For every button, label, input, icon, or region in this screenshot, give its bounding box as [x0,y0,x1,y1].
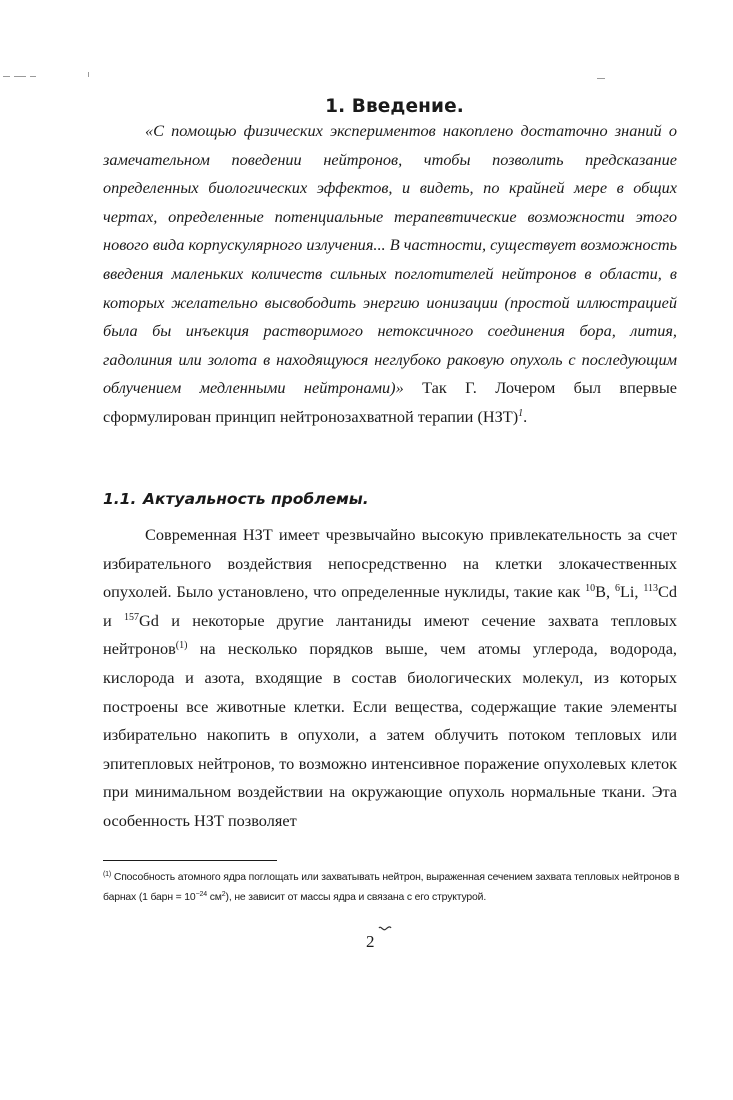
isotope-mass: 157 [124,611,140,623]
isotope-symbol: Gd [139,610,159,630]
isotope-symbol: Li, [619,582,644,602]
chapter-title: 1. Введение. [325,96,464,118]
footnote-exponent: −24 [195,891,207,898]
section-number: 1.1. [103,490,137,508]
body-paragraph [103,521,677,836]
footnote-exponent: 2 [221,891,226,898]
isotope-mass: 10 [585,583,596,595]
section-title: Актуальность проблемы. [143,490,369,508]
footnote-text: см [207,892,222,903]
isotope-mass: 6 [614,583,620,595]
scan-artifact [88,72,89,77]
page-number: 2 [366,932,375,951]
handwritten-mark-icon [377,924,393,936]
footnote-text: ), не зависит от массы ядра и связана с его структурой. [225,892,487,903]
footnote-number: (1) [103,871,112,878]
body-text: и некоторые другие лантаниды имеют сечение захвата тепловых нейтронов [103,610,677,659]
isotope-mass: 113 [643,583,658,595]
scan-artifact [3,76,10,77]
footnote-divider [103,860,277,861]
epigraph-end: . [523,406,528,426]
footnote-marker: (1) [175,640,188,652]
section-heading [103,490,369,508]
epigraph-quote: «С помощью физических экспериментов накоплено достаточно знаний о замечательном поведении нейтронов, чтобы позволить предсказание определенных биологических эффектов, и видеть, по крайней мере в общих чертах, определенные потенциальные терапевтические возможности этого нового вида корпускулярного излучения... В частности, существует возможность введения маленьких количеств сильных поглотителей нейтронов в области, в которых желательно высвободить энергию ионизации (простой иллюстрацией была бы инъекция растворимого нетоксичного соединения бора, лития, гадолиния или золота в находящуюся неглубоко раковую опухоль с последующим облучением медленными нейтронами)» [103,121,677,398]
footnote-text: Способность атомного ядра поглощать или захватывать нейтрон, выраженная сечением захвата тепловых нейтронов в барнах (1 барн = 10 [103,872,680,903]
scan-artifact [30,76,36,77]
epigraph-paragraph [103,117,677,432]
body-text: на несколько порядков выше, чем атомы углерода, водорода, кислорода и азота, входящие в состав биологических молекул, из которых построены все животные клетки. Если вещества, содержащие такие элементы избирательно накопить в опухоли, а затем облучить потоком тепловых или эпитепловых нейтронов, то возможно интенсивное поражение опухолевых клеток при минимальном воздействии на окружающие опухоль нормальные ткани. Эта особенность НЗТ позволяет [103,639,677,830]
isotope-symbol: B, [595,582,615,602]
epigraph-attribution: Так Г. Лочером был впервые сформулирован принцип нейтронозахватной терапии (НЗТ) [103,378,678,426]
scan-artifact [597,78,605,79]
footnote [103,868,681,908]
isotope-symbol: Cd и [103,582,677,630]
body-text: Современная НЗТ имеет чрезвычайно высокую привлекательность за счет избирательного воздействия непосредственно на клетки злокачественных опухолей. Было установлено, что определенные нуклиды, такие как [103,525,677,602]
reference-marker: 1 [518,407,524,419]
scan-artifact [14,76,26,77]
